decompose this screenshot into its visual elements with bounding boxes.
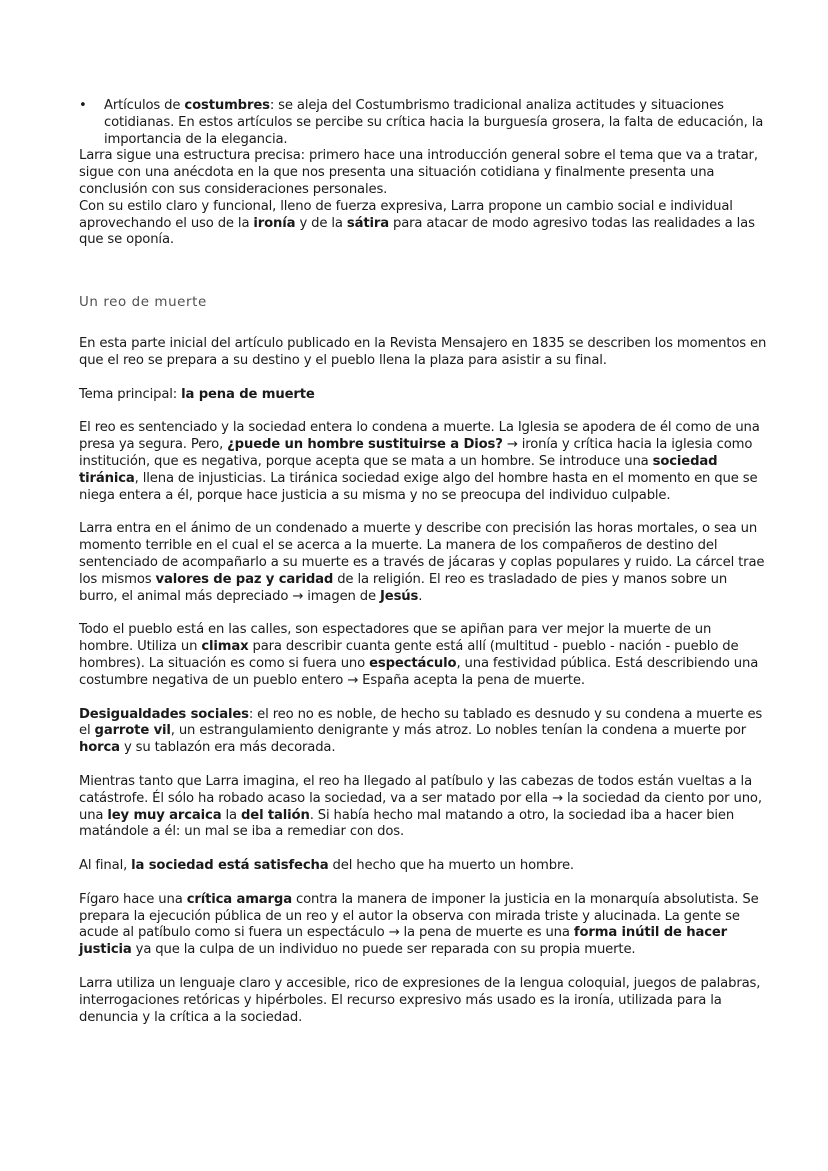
bold-text: sátira bbox=[346, 215, 389, 231]
text: para describir cuanta gente está allí (multitud - pueblo - nación - pueblo de hombres). La situación es como si fuera uno bbox=[79, 639, 739, 671]
bold-text: costumbres bbox=[184, 98, 270, 113]
text: Al final, bbox=[79, 858, 132, 874]
bold-text: la sociedad está satisfecha bbox=[131, 858, 329, 874]
text: . bbox=[418, 588, 423, 604]
text: del hecho que ha muerto un hombre. bbox=[328, 858, 574, 874]
paragraph-figaro bbox=[79, 892, 768, 959]
paragraph-structure: Larra sigue una estructura precisa: primero hace una introducción general sobre el tema que va a tratar, sigue con una anécdota en la que nos presenta una situación cotidiana y finalmente presenta una conclusión con sus consideraciones personales. bbox=[79, 148, 758, 197]
bold-text: la pena de muerte bbox=[181, 386, 315, 402]
bullet-icon: • bbox=[79, 98, 87, 113]
text: ya que la culpa de un individuo no puede ser reparada con su propia muerte. bbox=[131, 942, 636, 958]
text: Mientras tanto que Larra imagina, el reo ha llegado al patíbulo y las cabezas de todos están vueltas a la catástrofe. Él sólo ha robado acaso la sociedad, va a ser matado por ella → la sociedad da ciento por uno, una bbox=[79, 773, 762, 823]
bold-text: valores de paz y caridad bbox=[155, 571, 334, 587]
text: contra la manera de imponer la justicia en la monarquía absolutista. Se prepara la ejecución pública de un reo y el autor la observa con mirada triste y alucinada. La gente se acude al patíbulo como si fuera un espectáculo → la pena de muerte es una bbox=[79, 891, 759, 941]
text: la bbox=[221, 807, 241, 823]
paragraph-style bbox=[79, 199, 768, 249]
bold-text: del talión bbox=[241, 807, 310, 823]
bold-text: ¿puede un hombre sustituirse a Dios? bbox=[227, 437, 503, 453]
bold-text: espectáculo bbox=[369, 655, 457, 671]
bold-text: garrote vil bbox=[94, 723, 171, 739]
text: Con su estilo claro y funcional, lleno de fuerza expresiva, Larra propone un cambio social e individual aprovechando el uso de la bbox=[79, 198, 733, 231]
paragraph-final bbox=[79, 858, 768, 875]
paragraph-church bbox=[79, 420, 768, 504]
text: Fígaro hace una bbox=[79, 891, 187, 907]
text: Todo el pueblo está en las calles, son espectadores que se apiñan para ver mejor la muerte de un hombre. Utiliza un bbox=[79, 622, 712, 655]
text: , llena de injusticias. La tiránica sociedad exige algo del hombre hasta en el momento en que se niega entera a él, porque hace justicia a su misma y no se preocupa del individuo culpable. bbox=[79, 470, 758, 503]
paragraph-talion bbox=[79, 774, 768, 841]
paragraph-intro: En esta parte inicial del artículo publicado en la Revista Mensajero en 1835 se describen los momentos en que el reo se prepara a su destino y el pueblo llena la plaza para asistir a su final. bbox=[79, 335, 767, 368]
text: de la religión. El reo es trasladado de pies y manos sobre un burro, el animal más depreciado → imagen de bbox=[79, 571, 728, 604]
text: , un estrangulamiento denigrante y más atroz. Lo nobles tenían la condena a muerte por bbox=[170, 723, 747, 739]
text: para atacar de modo agresivo todas las realidades a las que se oponía. bbox=[79, 215, 755, 248]
bold-text: climax bbox=[201, 639, 249, 655]
paragraph-language: Larra utiliza un lenguaje claro y accesible, rico de expresiones de la lengua coloquial, juegos de palabras, interrogaciones retóricas y hipérboles. El recurso expresivo más usado es la ironía, utilizada para la denuncia y la crítica a la sociedad. bbox=[79, 976, 761, 1025]
text: . Si había hecho mal matando a otro, la sociedad iba a hacer bien matándole a él: un mal se iba a remediar con dos. bbox=[79, 807, 735, 840]
paragraph-theme bbox=[79, 387, 768, 404]
bold-text: crítica amarga bbox=[186, 891, 292, 907]
paragraph-inequality bbox=[79, 707, 768, 757]
text: Artículos de bbox=[104, 98, 185, 113]
text: : el reo no es noble, de hecho su tablado es desnudo y su condena a muerte es el bbox=[79, 706, 763, 739]
text: → ironía y crítica hacia la iglesia como institución, que es negativa, porque acepta que se mata a un hombre. Se introduce una bbox=[79, 437, 753, 469]
bold-text: Jesús bbox=[380, 588, 419, 604]
bold-text: horca bbox=[79, 740, 120, 756]
section-heading: Un reo de muerte bbox=[79, 295, 207, 311]
bold-text: ironía bbox=[253, 215, 296, 231]
bold-text: ley muy arcaica bbox=[107, 807, 222, 823]
text: y su tablazón era más decorada. bbox=[119, 740, 336, 756]
paragraph-condemned bbox=[79, 521, 768, 605]
paragraph-people bbox=[79, 622, 768, 689]
text: : se aleja del Costumbrismo tradicional analiza actitudes y situaciones cotidianas. En estos artículos se percibe su crítica hacia la burguesía grosera, la falta de educación, la importancia de la elegancia. bbox=[104, 98, 764, 147]
text: y de la bbox=[295, 215, 347, 231]
text: El reo es sentenciado y la sociedad entera lo condena a muerte. La Iglesia se apodera de él como de una presa ya segura. Pero, bbox=[79, 420, 760, 453]
bold-text: forma inútil de hacer justicia bbox=[79, 925, 728, 958]
text: Larra entra en el ánimo de un condenado a muerte y describe con precisión las horas mortales, o sea un momento terrible en el cual el se acerca a la muerte. La manera de los compañeros de destino del sentenciado de acompañarlo a su muerte es a través de jácaras y coplas populares y ruido. La cárcel trae los mismos bbox=[79, 521, 765, 587]
bullet-costumbres bbox=[79, 98, 768, 148]
text: Tema principal: bbox=[79, 386, 182, 402]
bold-text: Desigualdades sociales bbox=[79, 706, 249, 722]
text: , una festividad pública. Está describiendo una costumbre negativa de un pueblo entero → España acepta la pena de muerte. bbox=[79, 655, 759, 688]
bold-text: sociedad tiránica bbox=[79, 453, 718, 486]
bullet-list bbox=[79, 98, 768, 148]
